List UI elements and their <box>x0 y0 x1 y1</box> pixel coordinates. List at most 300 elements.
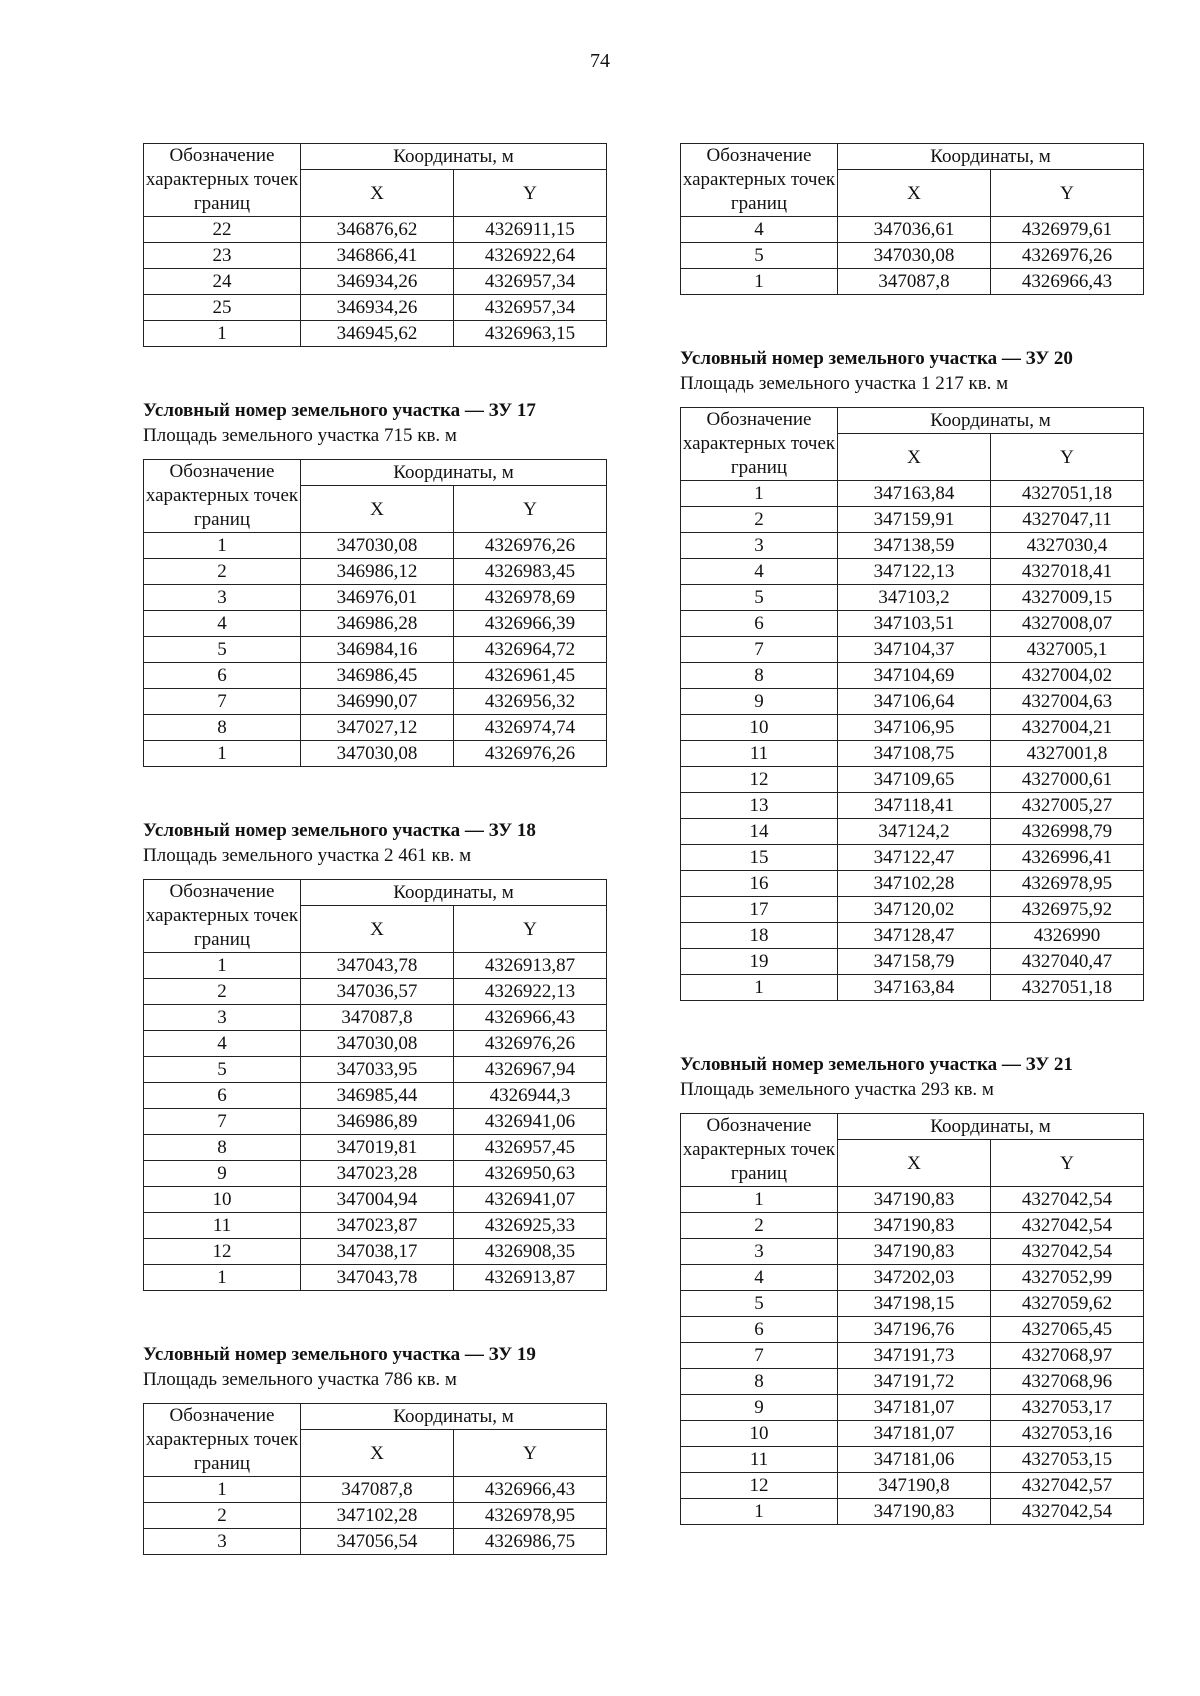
parcel-heading: Условный номер земельного участка — ЗУ 18 <box>143 820 536 841</box>
x-coordinate-cell: 347181,07 <box>838 1421 991 1447</box>
parcel-block <box>680 346 1143 1001</box>
x-coordinate-cell: 346934,26 <box>301 295 454 321</box>
x-coordinate-cell: 347191,72 <box>838 1369 991 1395</box>
point-number-cell: 2 <box>681 1213 838 1239</box>
point-number-cell: 23 <box>144 243 301 269</box>
parcel-area: Площадь земельного участка 715 кв. м <box>143 425 457 446</box>
point-number-cell: 1 <box>681 269 838 295</box>
y-coordinate-cell: 4326978,95 <box>454 1503 607 1529</box>
table-row <box>681 481 1144 507</box>
y-coordinate-cell: 4327040,47 <box>991 949 1144 975</box>
designation-header: Обозначение характерных точек границ <box>144 1404 301 1477</box>
point-number-cell: 13 <box>681 793 838 819</box>
x-coordinate-cell: 346986,45 <box>301 663 454 689</box>
table-row <box>681 819 1144 845</box>
point-number-cell: 11 <box>681 741 838 767</box>
x-coordinate-cell: 347104,69 <box>838 663 991 689</box>
coordinates-header: Координаты, м <box>838 408 1144 434</box>
designation-header: Обозначение характерных точек границ <box>681 408 838 481</box>
y-coordinate-cell: 4327008,07 <box>991 611 1144 637</box>
table-row <box>144 533 607 559</box>
designation-header: Обозначение характерных точек границ <box>144 880 301 953</box>
y-coordinate-cell: 4327042,54 <box>991 1239 1144 1265</box>
page-number: 74 <box>590 50 610 72</box>
y-coordinate-cell: 4327052,99 <box>991 1265 1144 1291</box>
x-coordinate-cell: 347004,94 <box>301 1187 454 1213</box>
point-number-cell: 17 <box>681 897 838 923</box>
x-coordinate-cell: 346984,16 <box>301 637 454 663</box>
table-row <box>681 1473 1144 1499</box>
x-coordinate-cell: 347104,37 <box>838 637 991 663</box>
point-number-cell: 9 <box>681 1395 838 1421</box>
x-coordinate-cell: 347087,8 <box>301 1477 454 1503</box>
y-coordinate-cell: 4326996,41 <box>991 845 1144 871</box>
point-number-cell: 18 <box>681 923 838 949</box>
table-row <box>681 923 1144 949</box>
designation-header: Обозначение характерных точек границ <box>144 460 301 533</box>
point-number-cell: 8 <box>144 1135 301 1161</box>
x-coordinate-cell: 347103,2 <box>838 585 991 611</box>
parcel-block <box>143 818 606 1291</box>
table-row <box>681 585 1144 611</box>
table-row <box>681 663 1144 689</box>
table-row <box>144 1477 607 1503</box>
point-number-cell: 14 <box>681 819 838 845</box>
table-row <box>144 559 607 585</box>
x-coordinate-cell: 347106,64 <box>838 689 991 715</box>
y-coordinate-cell: 4326944,3 <box>454 1083 607 1109</box>
x-header: X <box>838 170 991 217</box>
x-coordinate-cell: 347056,54 <box>301 1529 454 1555</box>
y-coordinate-cell: 4326976,26 <box>991 243 1144 269</box>
y-coordinate-cell: 4326957,34 <box>454 295 607 321</box>
x-coordinate-cell: 347019,81 <box>301 1135 454 1161</box>
coordinates-table <box>680 407 1144 1001</box>
coordinates-header: Координаты, м <box>301 144 607 170</box>
table-row <box>144 953 607 979</box>
x-coordinate-cell: 347030,08 <box>301 533 454 559</box>
y-coordinate-cell: 4327004,63 <box>991 689 1144 715</box>
x-coordinate-cell: 347190,83 <box>838 1213 991 1239</box>
parcel-block <box>143 1342 606 1555</box>
table-row <box>144 1161 607 1187</box>
table-row <box>144 269 607 295</box>
coordinates-header: Координаты, м <box>301 1404 607 1430</box>
left-column <box>143 143 606 1606</box>
point-number-cell: 6 <box>681 611 838 637</box>
point-number-cell: 10 <box>681 1421 838 1447</box>
x-coordinate-cell: 347158,79 <box>838 949 991 975</box>
parcel-area: Площадь земельного участка 2 461 кв. м <box>143 845 472 866</box>
x-header: X <box>301 170 454 217</box>
point-number-cell: 8 <box>144 715 301 741</box>
parcel-heading: Условный номер земельного участка — ЗУ 21 <box>680 1054 1073 1075</box>
x-coordinate-cell: 346990,07 <box>301 689 454 715</box>
y-coordinate-cell: 4326974,74 <box>454 715 607 741</box>
x-coordinate-cell: 346945,62 <box>301 321 454 347</box>
coordinates-table <box>143 143 607 347</box>
y-coordinate-cell: 4326998,79 <box>991 819 1144 845</box>
table-row <box>681 715 1144 741</box>
point-number-cell: 2 <box>144 979 301 1005</box>
point-number-cell: 4 <box>144 1031 301 1057</box>
x-coordinate-cell: 347108,75 <box>838 741 991 767</box>
point-number-cell: 7 <box>681 637 838 663</box>
table-row <box>681 975 1144 1001</box>
point-number-cell: 3 <box>681 1239 838 1265</box>
x-coordinate-cell: 346985,44 <box>301 1083 454 1109</box>
table-row <box>144 1135 607 1161</box>
x-coordinate-cell: 346876,62 <box>301 217 454 243</box>
point-number-cell: 10 <box>681 715 838 741</box>
y-coordinate-cell: 4326978,69 <box>454 585 607 611</box>
y-coordinate-cell: 4326957,45 <box>454 1135 607 1161</box>
table-row <box>681 1291 1144 1317</box>
parcel-heading: Условный номер земельного участка — ЗУ 19 <box>143 1344 536 1365</box>
y-coordinate-cell: 4326941,07 <box>454 1187 607 1213</box>
point-number-cell: 1 <box>144 533 301 559</box>
y-coordinate-cell: 4327051,18 <box>991 481 1144 507</box>
coordinates-header: Координаты, м <box>301 460 607 486</box>
table-row <box>144 295 607 321</box>
x-coordinate-cell: 347027,12 <box>301 715 454 741</box>
x-header: X <box>838 434 991 481</box>
y-coordinate-cell: 4327059,62 <box>991 1291 1144 1317</box>
table-row <box>144 321 607 347</box>
point-number-cell: 1 <box>144 1477 301 1503</box>
x-coordinate-cell: 346986,12 <box>301 559 454 585</box>
y-coordinate-cell: 4327042,54 <box>991 1187 1144 1213</box>
coordinates-header: Координаты, м <box>838 1114 1144 1140</box>
point-number-cell: 12 <box>681 767 838 793</box>
x-coordinate-cell: 347196,76 <box>838 1317 991 1343</box>
y-coordinate-cell: 4326978,95 <box>991 871 1144 897</box>
y-coordinate-cell: 4326963,15 <box>454 321 607 347</box>
x-coordinate-cell: 347128,47 <box>838 923 991 949</box>
x-coordinate-cell: 347109,65 <box>838 767 991 793</box>
table-row <box>681 1343 1144 1369</box>
parcel-area: Площадь земельного участка 293 кв. м <box>680 1079 994 1100</box>
point-number-cell: 7 <box>144 689 301 715</box>
table-row <box>681 741 1144 767</box>
point-number-cell: 9 <box>681 689 838 715</box>
point-number-cell: 22 <box>144 217 301 243</box>
designation-header: Обозначение характерных точек границ <box>681 1114 838 1187</box>
table-row <box>681 507 1144 533</box>
point-number-cell: 1 <box>681 1499 838 1525</box>
parcel-block <box>680 143 1143 295</box>
coordinates-table <box>143 879 607 1291</box>
table-row <box>144 637 607 663</box>
x-header: X <box>301 1430 454 1477</box>
x-coordinate-cell: 347033,95 <box>301 1057 454 1083</box>
x-coordinate-cell: 347103,51 <box>838 611 991 637</box>
table-row <box>681 897 1144 923</box>
table-row <box>144 1187 607 1213</box>
table-row <box>144 611 607 637</box>
parcel-area: Площадь земельного участка 786 кв. м <box>143 1369 457 1390</box>
y-coordinate-cell: 4327005,27 <box>991 793 1144 819</box>
table-row <box>144 243 607 269</box>
x-coordinate-cell: 346986,89 <box>301 1109 454 1135</box>
table-row <box>144 689 607 715</box>
x-coordinate-cell: 347163,84 <box>838 481 991 507</box>
point-number-cell: 1 <box>681 975 838 1001</box>
y-coordinate-cell: 4326966,43 <box>454 1477 607 1503</box>
table-row <box>144 1529 607 1555</box>
point-number-cell: 8 <box>681 1369 838 1395</box>
coordinates-table <box>143 459 607 767</box>
y-coordinate-cell: 4326956,32 <box>454 689 607 715</box>
x-coordinate-cell: 347118,41 <box>838 793 991 819</box>
y-coordinate-cell: 4326941,06 <box>454 1109 607 1135</box>
table-row <box>681 1395 1144 1421</box>
y-coordinate-cell: 4326913,87 <box>454 953 607 979</box>
y-coordinate-cell: 4326990 <box>991 923 1144 949</box>
y-coordinate-cell: 4326975,92 <box>991 897 1144 923</box>
y-coordinate-cell: 4326908,35 <box>454 1239 607 1265</box>
y-header: Y <box>454 906 607 953</box>
y-coordinate-cell: 4327004,21 <box>991 715 1144 741</box>
x-coordinate-cell: 347138,59 <box>838 533 991 559</box>
point-number-cell: 8 <box>681 663 838 689</box>
point-number-cell: 4 <box>681 1265 838 1291</box>
x-coordinate-cell: 347122,47 <box>838 845 991 871</box>
parcel-heading: Условный номер земельного участка — ЗУ 20 <box>680 348 1073 369</box>
y-coordinate-cell: 4327001,8 <box>991 741 1144 767</box>
x-coordinate-cell: 347181,06 <box>838 1447 991 1473</box>
table-row <box>681 871 1144 897</box>
table-row <box>681 1213 1144 1239</box>
table-row <box>144 217 607 243</box>
y-coordinate-cell: 4327068,96 <box>991 1369 1144 1395</box>
x-coordinate-cell: 347190,83 <box>838 1239 991 1265</box>
point-number-cell: 1 <box>144 953 301 979</box>
x-coordinate-cell: 347043,78 <box>301 1265 454 1291</box>
point-number-cell: 5 <box>681 1291 838 1317</box>
y-coordinate-cell: 4327051,18 <box>991 975 1144 1001</box>
coordinates-table <box>143 1403 607 1555</box>
x-coordinate-cell: 347181,07 <box>838 1395 991 1421</box>
parcel-area: Площадь земельного участка 1 217 кв. м <box>680 373 1009 394</box>
point-number-cell: 4 <box>681 559 838 585</box>
point-number-cell: 6 <box>144 1083 301 1109</box>
table-row <box>144 1239 607 1265</box>
y-coordinate-cell: 4326976,26 <box>454 741 607 767</box>
x-coordinate-cell: 347159,91 <box>838 507 991 533</box>
y-coordinate-cell: 4327018,41 <box>991 559 1144 585</box>
y-coordinate-cell: 4327053,15 <box>991 1447 1144 1473</box>
point-number-cell: 5 <box>144 637 301 663</box>
x-coordinate-cell: 347190,83 <box>838 1187 991 1213</box>
x-coordinate-cell: 347038,17 <box>301 1239 454 1265</box>
designation-header: Обозначение характерных точек границ <box>681 144 838 217</box>
table-row <box>681 689 1144 715</box>
point-number-cell: 3 <box>144 1529 301 1555</box>
point-number-cell: 1 <box>144 321 301 347</box>
table-row <box>144 585 607 611</box>
table-row <box>144 663 607 689</box>
point-number-cell: 11 <box>681 1447 838 1473</box>
table-row <box>681 269 1144 295</box>
x-coordinate-cell: 347087,8 <box>838 269 991 295</box>
point-number-cell: 7 <box>144 1109 301 1135</box>
x-coordinate-cell: 347036,61 <box>838 217 991 243</box>
point-number-cell: 6 <box>681 1317 838 1343</box>
y-coordinate-cell: 4327042,54 <box>991 1499 1144 1525</box>
right-column <box>680 143 1143 1576</box>
x-coordinate-cell: 346986,28 <box>301 611 454 637</box>
point-number-cell: 4 <box>681 217 838 243</box>
y-coordinate-cell: 4326966,39 <box>454 611 607 637</box>
x-coordinate-cell: 346866,41 <box>301 243 454 269</box>
y-coordinate-cell: 4326966,43 <box>454 1005 607 1031</box>
y-coordinate-cell: 4326986,75 <box>454 1529 607 1555</box>
parcel-block <box>143 398 606 767</box>
y-coordinate-cell: 4327065,45 <box>991 1317 1144 1343</box>
x-coordinate-cell: 347198,15 <box>838 1291 991 1317</box>
point-number-cell: 5 <box>681 585 838 611</box>
point-number-cell: 15 <box>681 845 838 871</box>
table-row <box>144 741 607 767</box>
x-coordinate-cell: 347087,8 <box>301 1005 454 1031</box>
table-row <box>681 845 1144 871</box>
y-coordinate-cell: 4326976,26 <box>454 1031 607 1057</box>
table-row <box>681 217 1144 243</box>
x-coordinate-cell: 346976,01 <box>301 585 454 611</box>
table-row <box>144 1057 607 1083</box>
table-row <box>681 1265 1144 1291</box>
y-coordinate-cell: 4327053,16 <box>991 1421 1144 1447</box>
y-header: Y <box>991 434 1144 481</box>
y-header: Y <box>991 1140 1144 1187</box>
y-coordinate-cell: 4326961,45 <box>454 663 607 689</box>
y-coordinate-cell: 4327005,1 <box>991 637 1144 663</box>
table-row <box>681 1499 1144 1525</box>
point-number-cell: 3 <box>144 1005 301 1031</box>
y-coordinate-cell: 4326966,43 <box>991 269 1144 295</box>
point-number-cell: 2 <box>144 559 301 585</box>
x-header: X <box>301 486 454 533</box>
point-number-cell: 6 <box>144 663 301 689</box>
table-row <box>681 1187 1144 1213</box>
point-number-cell: 16 <box>681 871 838 897</box>
table-row <box>144 1031 607 1057</box>
y-coordinate-cell: 4326922,64 <box>454 243 607 269</box>
table-row <box>681 949 1144 975</box>
coordinates-table <box>680 1113 1144 1525</box>
x-coordinate-cell: 347202,03 <box>838 1265 991 1291</box>
x-coordinate-cell: 346934,26 <box>301 269 454 295</box>
point-number-cell: 2 <box>144 1503 301 1529</box>
x-coordinate-cell: 347023,28 <box>301 1161 454 1187</box>
point-number-cell: 5 <box>144 1057 301 1083</box>
point-number-cell: 10 <box>144 1187 301 1213</box>
y-coordinate-cell: 4326964,72 <box>454 637 607 663</box>
point-number-cell: 1 <box>144 741 301 767</box>
table-row <box>681 1317 1144 1343</box>
y-header: Y <box>454 1430 607 1477</box>
table-row <box>681 243 1144 269</box>
table-row <box>681 611 1144 637</box>
x-coordinate-cell: 347043,78 <box>301 953 454 979</box>
x-coordinate-cell: 347102,28 <box>838 871 991 897</box>
y-coordinate-cell: 4327053,17 <box>991 1395 1144 1421</box>
x-coordinate-cell: 347106,95 <box>838 715 991 741</box>
point-number-cell: 2 <box>681 507 838 533</box>
x-coordinate-cell: 347122,13 <box>838 559 991 585</box>
y-coordinate-cell: 4326976,26 <box>454 533 607 559</box>
table-row <box>681 1421 1144 1447</box>
table-row <box>681 637 1144 663</box>
x-header: X <box>838 1140 991 1187</box>
x-coordinate-cell: 347023,87 <box>301 1213 454 1239</box>
x-coordinate-cell: 347191,73 <box>838 1343 991 1369</box>
x-coordinate-cell: 347120,02 <box>838 897 991 923</box>
table-row <box>144 1083 607 1109</box>
table-row <box>144 1005 607 1031</box>
x-coordinate-cell: 347102,28 <box>301 1503 454 1529</box>
y-coordinate-cell: 4326983,45 <box>454 559 607 585</box>
x-coordinate-cell: 347124,2 <box>838 819 991 845</box>
y-coordinate-cell: 4327004,02 <box>991 663 1144 689</box>
point-number-cell: 4 <box>144 611 301 637</box>
table-row <box>144 715 607 741</box>
x-coordinate-cell: 347190,8 <box>838 1473 991 1499</box>
y-coordinate-cell: 4326957,34 <box>454 269 607 295</box>
y-coordinate-cell: 4326979,61 <box>991 217 1144 243</box>
x-coordinate-cell: 347030,08 <box>301 741 454 767</box>
point-number-cell: 24 <box>144 269 301 295</box>
table-row <box>681 533 1144 559</box>
table-row <box>681 1369 1144 1395</box>
x-coordinate-cell: 347163,84 <box>838 975 991 1001</box>
coordinates-table <box>680 143 1144 295</box>
table-row <box>144 1213 607 1239</box>
parcel-heading: Условный номер земельного участка –– ЗУ 17 <box>143 400 536 421</box>
table-row <box>144 1503 607 1529</box>
y-coordinate-cell: 4327030,4 <box>991 533 1144 559</box>
table-row <box>144 1109 607 1135</box>
y-coordinate-cell: 4327068,97 <box>991 1343 1144 1369</box>
parcel-block <box>680 1052 1143 1525</box>
y-coordinate-cell: 4326967,94 <box>454 1057 607 1083</box>
point-number-cell: 5 <box>681 243 838 269</box>
table-row <box>681 767 1144 793</box>
x-header: X <box>301 906 454 953</box>
point-number-cell: 3 <box>681 533 838 559</box>
y-coordinate-cell: 4327000,61 <box>991 767 1144 793</box>
x-coordinate-cell: 347030,08 <box>301 1031 454 1057</box>
point-number-cell: 12 <box>144 1239 301 1265</box>
point-number-cell: 1 <box>681 1187 838 1213</box>
x-coordinate-cell: 347190,83 <box>838 1499 991 1525</box>
table-row <box>681 1239 1144 1265</box>
y-coordinate-cell: 4326911,15 <box>454 217 607 243</box>
point-number-cell: 7 <box>681 1343 838 1369</box>
table-row <box>681 1447 1144 1473</box>
designation-header: Обозначение характерных точек границ <box>144 144 301 217</box>
y-coordinate-cell: 4326922,13 <box>454 979 607 1005</box>
x-coordinate-cell: 347036,57 <box>301 979 454 1005</box>
point-number-cell: 25 <box>144 295 301 321</box>
table-row <box>681 559 1144 585</box>
table-row <box>144 979 607 1005</box>
point-number-cell: 1 <box>144 1265 301 1291</box>
point-number-cell: 3 <box>144 585 301 611</box>
y-header: Y <box>991 170 1144 217</box>
y-header: Y <box>454 486 607 533</box>
